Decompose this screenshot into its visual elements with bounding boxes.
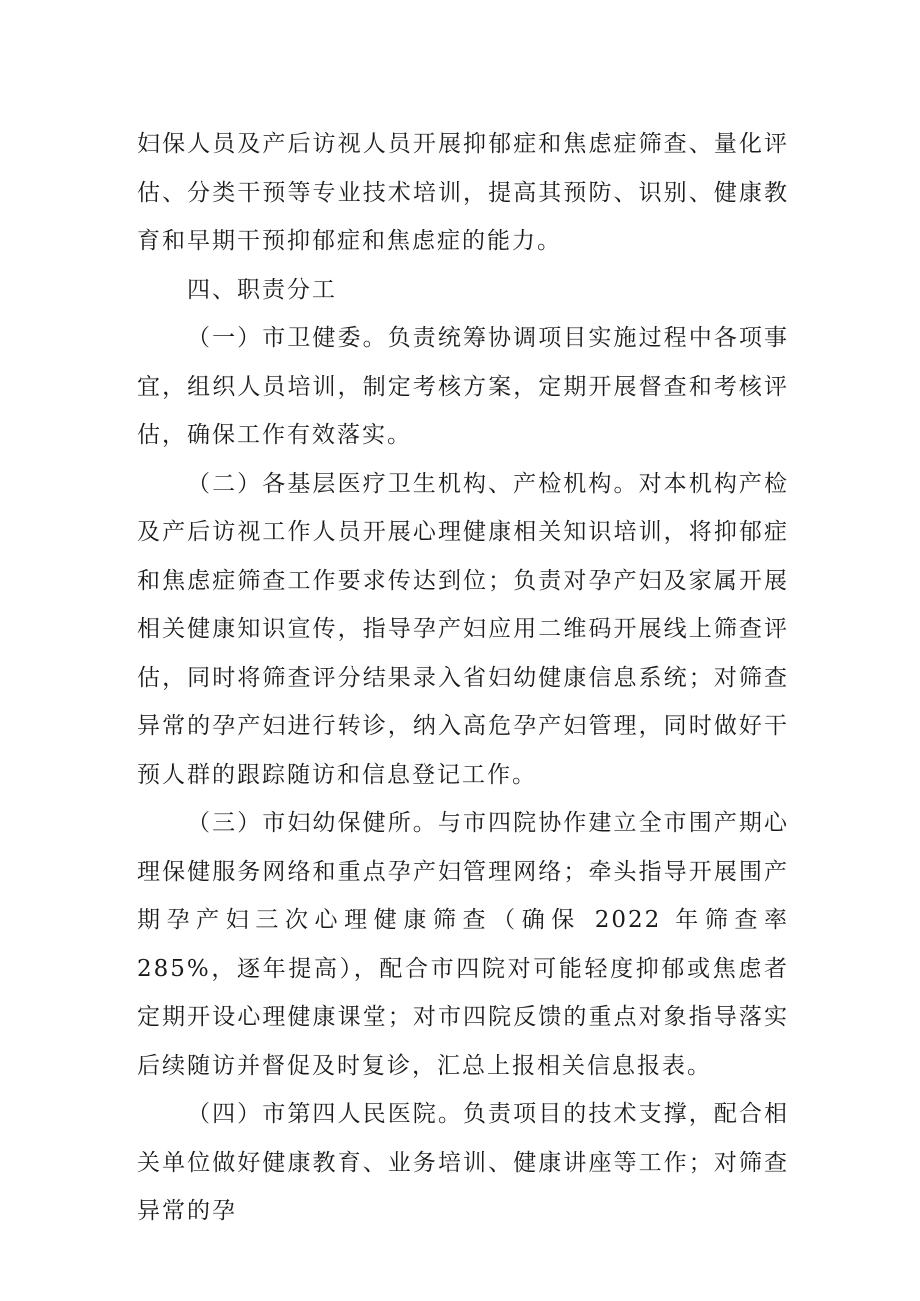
paragraph-fourth-hospital: （四）市第四人民医院。负责项目的技术支撑，配合相关单位做好健康教育、业务培训、健康讲座等工作；对筛查异常的孕 <box>137 1101 789 1224</box>
paragraph-primary-care-institutions: （二）各基层医疗卫生机构、产检机构。对本机构产检及产后访视工作人员开展心理健康相关知识培训，将抑郁症和焦虑症筛查工作要求传达到位；负责对孕产妇及家属开展相关健康知识宣传，指导孕产妇应用二维码开展线上筛查评估，同时将筛查评分结果录入省妇幼健康信息系统；对筛查异常的孕产妇进行转诊，纳入高危孕产妇管理，同时做好干预人群的跟踪随访和信息登记工作。 <box>137 470 789 788</box>
paragraph-maternal-child-health-center: （三）市妇幼保健所。与市四院协作建立全市围产期心理保健服务网络和重点孕产妇管理网络；牵头指导开展围产期孕产妇三次心理健康筛查（确保 2022 年筛查率 285%，逐年提高），配合市四院对可能轻度抑郁或焦虑者定期开设心理健康课堂；对市四院反馈的重点对象指导落实后续随访并督促及时复诊，汇总上报相关信息报表。 <box>137 810 789 1079</box>
paragraph-health-commission: （一）市卫健委。负责统筹协调项目实施过程中各项事宜，组织人员培训，制定考核方案，定期开展督查和考核评估，确保工作有效落实。 <box>137 325 789 448</box>
paragraph-continuation: 妇保人员及产后访视人员开展抑郁症和焦虑症筛查、量化评估、分类干预等专业技术培训，提高其预防、识别、健康教育和早期干预抑郁症和焦虑症的能力。 <box>137 131 789 254</box>
document-body <box>137 120 789 1236</box>
section-heading-responsibilities: 四、职责分工 <box>187 276 337 303</box>
